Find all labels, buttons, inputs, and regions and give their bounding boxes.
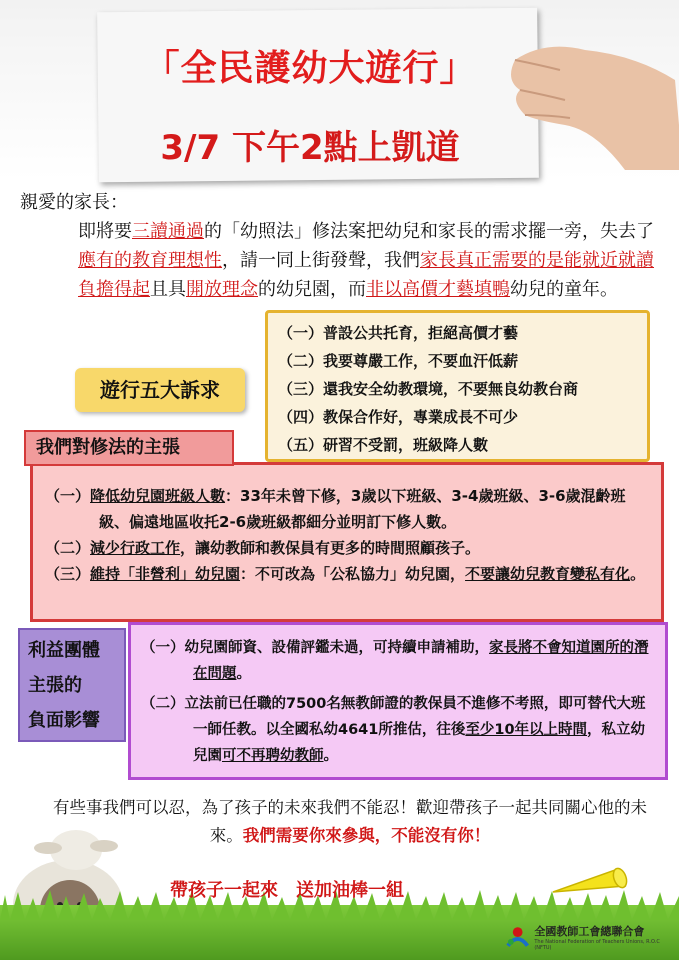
intro-seg: 幼兒的童年。 xyxy=(510,279,618,300)
intro-emphasis: 應有的教育理想性 xyxy=(78,250,222,271)
demands-label: 遊行五大訴求 xyxy=(75,368,245,412)
intro-seg: 且具 xyxy=(150,279,186,300)
intro-paragraph xyxy=(20,217,660,304)
impact-emphasis: 至少10年以上時間 xyxy=(465,722,588,738)
negative-impact-label xyxy=(18,628,126,742)
demand-item: （五）研習不受罰，班級降人數 xyxy=(278,436,489,454)
closing-text xyxy=(40,794,660,850)
intro-seg: 即將要 xyxy=(78,221,132,242)
union-emblem-icon xyxy=(505,924,530,950)
impact-item xyxy=(141,691,655,769)
intro-seg: ，請一同上街發聲，我們 xyxy=(222,250,420,271)
intro-emphasis: 家長真正需要的是能就近就讀負擔得起 xyxy=(78,250,654,300)
poster-subtitle: 3/7 下午2點上凱道 xyxy=(160,128,460,168)
impact-text: （二）立法前已任職的7500名無教師證的教保員不進修不考照，即可替代大班一師任教。以全國私幼4641所推估，往後 xyxy=(141,696,646,738)
proposal-index: （一） xyxy=(45,487,91,505)
proposal-index: （二） xyxy=(45,539,91,557)
proposal-item xyxy=(45,535,649,561)
impact-text: 。 xyxy=(236,666,251,682)
label-line: 利益團體 xyxy=(28,640,100,661)
impact-text: （一）幼兒園師資、設備評鑑未過，可持續申請補助， xyxy=(141,640,489,656)
union-english-name: The National Federation of Teachers Unions, R.O.C (NFTU) xyxy=(534,939,660,951)
proposal-emphasis: 降低幼兒園班級人數 xyxy=(90,487,226,505)
proposals-header: 我們對修法的主張 xyxy=(24,430,234,466)
union-logo xyxy=(505,922,675,952)
demand-item: （一）普設公共托育，拒絕高價才藝 xyxy=(278,324,519,342)
closing-emphasis: 我們需要你來參與，不能沒有你！ xyxy=(242,826,491,845)
poster-title: 「全民護幼大遊行」 xyxy=(143,48,477,89)
impact-emphasis: 家長將不會知道園所的潛在問題 xyxy=(193,640,649,682)
demands-box xyxy=(265,310,650,462)
intro-emphasis: 三讀通過 xyxy=(132,221,204,242)
negative-impact-box xyxy=(128,622,668,780)
intro-seg: 的幼兒園，而 xyxy=(258,279,366,300)
proposal-text: ：33年未曾下修，3歲以下班級、3-4歲班級、3-6歲混齡班級、偏遠地區收托2-6歲班級都細分並明訂下修人數。 xyxy=(99,487,626,531)
hand-illustration xyxy=(505,20,679,170)
greeting: 親愛的家長： xyxy=(20,192,128,213)
union-name: 全國教師工會總聯合會 xyxy=(534,925,645,938)
label-line: 負面影響 xyxy=(28,710,100,731)
proposal-emphasis: 不要讓幼兒教育變私有化 xyxy=(465,565,631,583)
proposals-box xyxy=(30,462,664,622)
label-line: 主張的 xyxy=(28,675,82,696)
intro-text xyxy=(20,188,660,304)
proposal-emphasis: 維持「非營利」幼兒園 xyxy=(90,565,241,583)
proposal-emphasis: 減少行政工作 xyxy=(90,539,181,557)
tagline: 帶孩子一起來 送加油棒一組 xyxy=(170,880,404,901)
proposal-text: 。 xyxy=(630,565,646,583)
impact-text: ，私立幼兒園 xyxy=(193,722,646,764)
impact-emphasis: 可不再聘幼教師 xyxy=(222,748,324,764)
demand-item: （二）我要尊嚴工作，不要血汗低薪 xyxy=(278,352,519,370)
closing-line: 有些事我們可以忍，為了孩子的未來我們不能忍！歡迎帶孩子一起共同關心他的未來。 xyxy=(53,798,647,845)
proposal-item xyxy=(45,483,649,535)
impact-text: 。 xyxy=(323,748,338,764)
proposal-text: ：不可改為「公私協力」幼兒園， xyxy=(240,565,466,583)
impact-item xyxy=(141,635,655,687)
intro-emphasis: 非以高價才藝填鴨 xyxy=(366,279,510,300)
cheer-baton-icon xyxy=(545,862,635,902)
proposal-item xyxy=(45,561,649,587)
proposal-index: （三） xyxy=(45,565,91,583)
demand-item: （三）還我安全幼教環境，不要無良幼教台商 xyxy=(278,380,579,398)
demand-item: （四）教保合作好，專業成長不可少 xyxy=(278,408,519,426)
intro-emphasis: 開放理念 xyxy=(186,279,258,300)
proposal-text: ，讓幼教師和教保員有更多的時間照顧孩子。 xyxy=(180,539,481,557)
intro-seg: 的「幼照法」修法案把幼兒和家長的需求擺一旁，失去了 xyxy=(204,221,654,242)
